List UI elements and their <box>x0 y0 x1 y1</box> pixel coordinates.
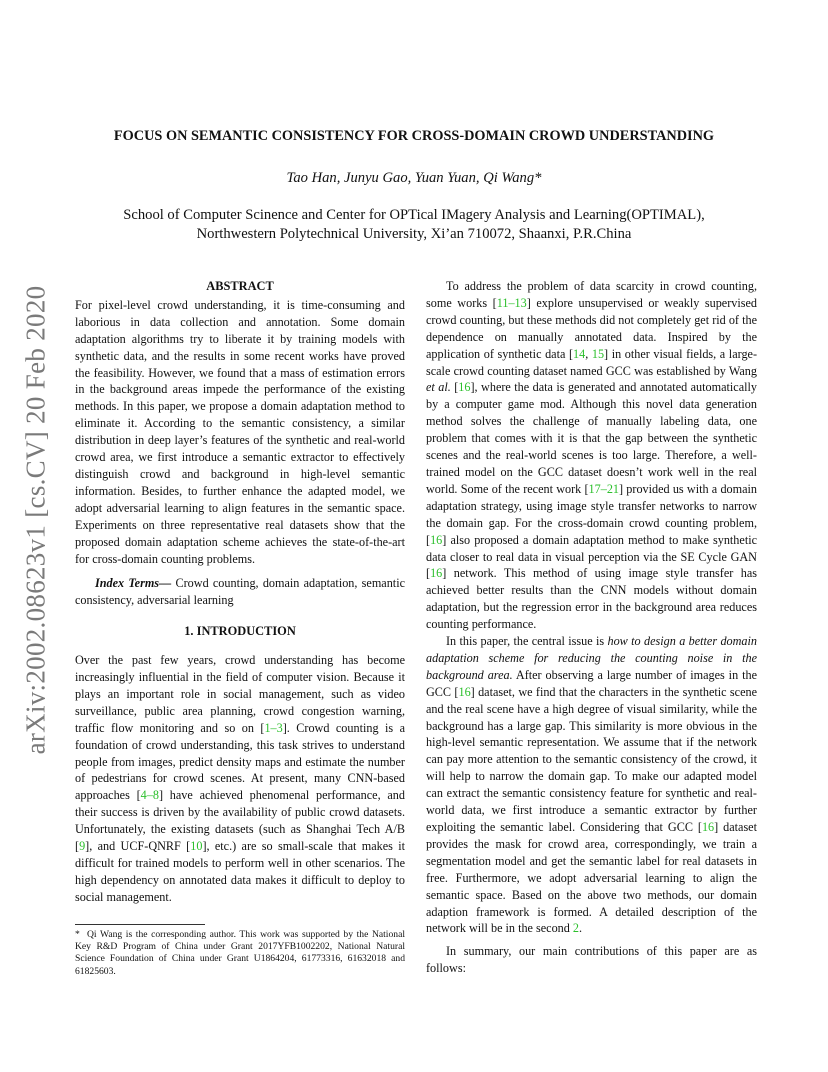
intro-paragraph-3: In this paper, the central issue is how to design a better domain adaptation scheme for reducing the counting noise in the background area. After observing a large number of images in the GCC [16] dataset, we find that the characters in the synthetic scene and the real scene have a high degree of visual similarity, while the background has a large gap. This similarity is more obvious in the high-level semantic representation. We assume that if the network can pay more attention to the semantic consistency of the crowd, it will help to narrow the domain gap. To make our adapted model can extract the semantic consistency feature for synthetic and real-world data, we first introduce a semantic extractor by further exploiting the semantic label. Considering that GCC [16] dataset provides the mask for crowd area, correspondingly, we train a segmentation model and get the semantic label for real datasets in free. Furthermore, we adopt adversarial learning to align the semantic space. Based on the above two methods, our domain adaption framework is formed. A detailed description of the network will be in the second 2. <box>426 634 758 936</box>
introduction-heading: 1. INTRODUCTION <box>184 624 296 639</box>
abstract-heading: ABSTRACT <box>206 279 274 293</box>
paper-title: FOCUS ON SEMANTIC CONSISTENCY FOR CROSS-DOMAIN CROWD UNDERSTANDING <box>113 128 715 144</box>
citation-link[interactable]: 10 <box>190 839 203 854</box>
citation-link[interactable]: 4–8 <box>140 788 159 803</box>
index-terms-text: Crowd counting, domain adaptation, semantic consistency, adversarial learning <box>75 576 405 608</box>
arxiv-identifier: arXiv:2002.08623v1 [cs.CV] 20 Feb 2020 <box>20 285 51 755</box>
author-list: Tao Han, Junyu Gao, Yuan Yuan, Qi Wang* <box>286 170 542 186</box>
abstract-text: For pixel-level crowd understanding, it is time-consuming and laborious in data collection and annotation. Some domain adaptation algorithms try to liberate it by training models with synthetic data, and the results in some recent works have proved the feasibility. However, we found that a mass of estimation errors in the background areas impede the performance of the existing methods. In this paper, we propose a domain adaptation method to eliminate it. According to the semantic consistency, a similar distribution in deep layer’s features of the synthetic and real-world crowd area, we first introduce a semantic extractor to effectively distinguish crowd and background in high-level semantic information. Besides, to further enhance the adapted model, we adopt adversarial learning to align features in the semantic space. Experiments on three representative real datasets show that the proposed domain adaptation scheme achieves the state-of-the-art for cross-domain counting problems. <box>75 297 405 566</box>
citation-link[interactable]: 16 <box>430 566 443 581</box>
footnote-rule <box>75 924 205 925</box>
citation-link[interactable]: 16 <box>458 380 471 395</box>
citation-link[interactable]: 16 <box>701 820 715 834</box>
affiliation <box>0 206 828 244</box>
intro-paragraph-1: Over the past few years, crowd understanding has become increasingly influential in the field of computer vision. Because it plays an important role in social management, such as video surveillance, public area planning, crowd congestion warning, traffic flow monitoring and so on [1–3]. Crowd counting is a foundation of crowd understanding, this task strives to understand people from images, predict density maps and estimate the number of pedestrians for crowd scenes. At present, many CNN-based approaches [4–8] have achieved phenomenal performance, and their success is driven by the availability of public crowd datasets. Unfortunately, the existing datasets (such as Shanghai Tech A/B [9], and UCF-QNRF [10], etc.) are so small-scale that makes it difficult for trained models to perform well in other scenarios. The high dependency on annotated data makes it difficult to deploy to social management. <box>75 653 405 904</box>
citation-link[interactable]: 9 <box>79 839 86 854</box>
index-terms-label: Index Terms— <box>95 576 172 591</box>
citation-link[interactable]: 16 <box>430 532 443 547</box>
arxiv-stamp <box>10 280 62 760</box>
citation-link[interactable]: 16 <box>458 684 471 699</box>
footnote-mark: * <box>75 929 80 940</box>
intro-paragraph-2: To address the problem of data scarcity in crowd counting, some works [11–13] explore unsupervised or weakly supervised crowd counting, but these methods did not completely get rid of the dependence on manually annotated data. Inspired by the application of synthetic data [14, 15] in other visual fields, a large-scale crowd counting dataset named GCC was established by Wang et al. [16], where the data is generated and annotated automatically by a computer game mod. Although this novel data generation method solves the challenge of manually labeling data, one problem that comes with it is that the gap between the synthetic scenes and the real-world scenes is too large. Therefore, a well-trained model on the GCC dataset doesn’t work well in the real world. Some of the recent work [17–21] provided us with a domain adaptation strategy, using image style transfer networks to narrow the domain gap. For the cross-domain crowd counting problem, [16] also proposed a domain adaptation method to make synthetic data closer to real data in visual perception via the SE Cycle GAN [16] network. This method of using image style transfer has achieved better results than the CNN models without domain adaptation, but the regression error in the background area reduces counting performance. <box>426 279 758 632</box>
citation-link[interactable]: 15 <box>591 346 605 361</box>
citation-link[interactable]: 1–3 <box>264 720 283 735</box>
affiliation-line-2: Northwestern Polytechnical University, Xi’an 710072, Shaanxi, P.R.China <box>196 226 632 242</box>
footnote <box>75 929 405 978</box>
citation-link[interactable]: 11–13 <box>496 295 527 310</box>
right-column <box>426 278 757 977</box>
citation-link[interactable]: 14 <box>573 346 586 361</box>
intro-paragraph-4: In summary, our main contributions of this paper are as follows: <box>426 944 757 976</box>
index-terms <box>75 575 405 609</box>
citation-link[interactable]: 17–21 <box>588 481 619 496</box>
left-column <box>75 278 405 906</box>
affiliation-line-1: School of Computer Scinence and Center for OPTical IMagery Analysis and Learning(OPTIMAL), <box>123 207 705 223</box>
footnote-text: Qi Wang is the corresponding author. This work was supported by the National Key R&D Program of China under Grant 2017YFB1002202, National Natural Science Foundation of China under Grant U1864204, 61773316, 61632018 and 61825603. <box>75 929 405 977</box>
section-link[interactable]: 2 <box>572 921 579 936</box>
